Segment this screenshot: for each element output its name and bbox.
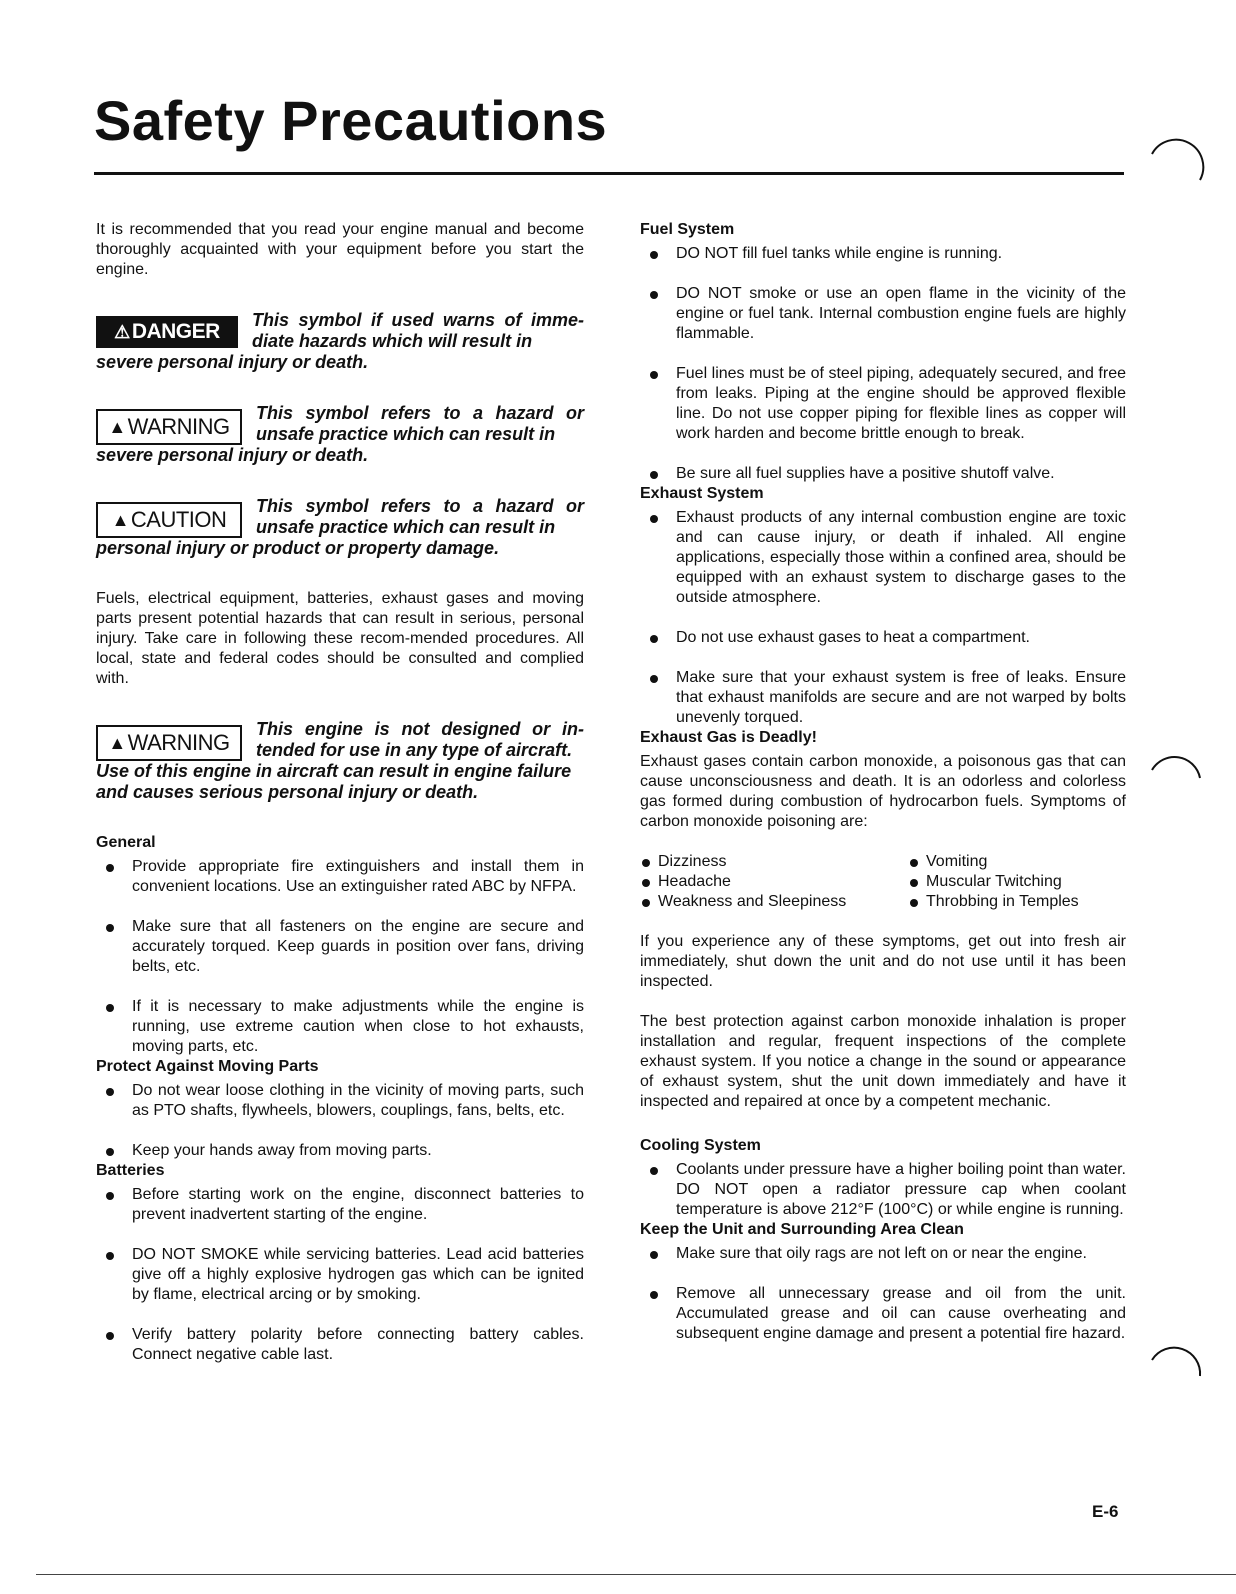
list-item: Make sure that oily rags are not left on or near the engine.	[640, 1244, 1126, 1264]
symptom-item: Weakness and Sleepiness	[640, 892, 908, 912]
warning-badge	[96, 409, 242, 445]
right-column	[640, 220, 1126, 1344]
left-column	[96, 220, 584, 1365]
danger-description: This symbol if used warns of imme-diate hazards which will result in	[252, 310, 584, 351]
danger-badge	[96, 316, 238, 348]
warning-description: This symbol refers to a hazard or unsafe practice which can result in	[256, 403, 584, 444]
exhaust-deadly-paragraph: Exhaust gases contain carbon monoxide, a poisonous gas that can cause unconsciousness and death. It is an odorless and colorless gas formed during combustion of hydrocarbon fuels. Symptoms of carbon monoxide poisoning are:	[640, 753, 1126, 830]
bottom-rule	[36, 1574, 1236, 1575]
list-item: Remove all unnecessary grease and oil from the unit. Accumulated grease and oil can cause overheating and subsequent engine damage and present a potential fire hazard.	[640, 1284, 1126, 1344]
batteries-heading: Batteries	[96, 1162, 165, 1179]
list-item: Be sure all fuel supplies have a positive shutoff valve.	[640, 464, 1126, 484]
warning-triangle-icon: ▲	[108, 733, 126, 753]
warning-badge-label: WARNING	[127, 414, 230, 439]
symptoms-list	[640, 852, 1126, 912]
keep-clean-list	[640, 1244, 1126, 1344]
aircraft-warning-badge-label: WARNING	[127, 730, 230, 755]
list-item: Provide appropriate fire extinguishers and install them in convenient locations. Use an extinguisher rated ABC by NFPA.	[96, 857, 584, 897]
list-item: Coolants under pressure have a higher boiling point than water. DO NOT open a radiator pressure cap when coolant temperature is above 212°F (100°C) or while engine is running.	[640, 1160, 1126, 1220]
warning-symbol-block	[96, 403, 584, 466]
list-item: DO NOT SMOKE while servicing batteries. Lead acid batteries give off a highly explosive hydrogen gas which can be ignited by flame, electrical arcing or by smoking.	[96, 1245, 584, 1305]
moving-parts-heading: Protect Against Moving Parts	[96, 1058, 319, 1075]
list-item: Fuel lines must be of steel piping, adequately secured, and free from leaks. Piping at the engine should be approved flexible line. Do not use copper piping for flexible lines as copper will work harden and become brittle enough to break.	[640, 364, 1126, 444]
caution-symbol-block	[96, 496, 584, 559]
symptoms-action-paragraph: If you experience any of these symptoms, get out into fresh air immediately, shut down the unit and do not use until it has been inspected.	[640, 933, 1126, 990]
danger-badge-label: DANGER	[131, 320, 220, 343]
exhaust-deadly-heading: Exhaust Gas is Deadly!	[640, 729, 817, 746]
caution-badge	[96, 502, 242, 538]
danger-description-end: severe personal injury or death.	[96, 352, 369, 372]
fuel-system-heading: Fuel System	[640, 221, 735, 238]
list-item: Exhaust products of any internal combustion engine are toxic and can cause injury, or death if inhaled. All engine applications, especially those within a confined area, should be equipped with an exhaust system to discharge gases to the outside atmosphere.	[640, 508, 1126, 608]
list-item: Make sure that your exhaust system is free of leaks. Ensure that exhaust manifolds are secure and are not warped by bolts unevenly torqued.	[640, 668, 1126, 728]
intro-paragraph: It is recommended that you read your engine manual and become thoroughly acquainted with your equipment before you start the engine.	[96, 221, 584, 278]
symptom-item: Muscular Twitching	[908, 872, 1079, 892]
exhaust-system-heading: Exhaust System	[640, 485, 764, 502]
symptom-item: Vomiting	[908, 852, 1079, 872]
list-item: DO NOT smoke or use an open flame in the vicinity of the engine or fuel tank. Internal combustion engine fuels are highly flammable.	[640, 284, 1126, 344]
caution-description: This symbol refers to a hazard or unsafe practice which can result in	[256, 496, 584, 537]
fuel-system-list	[640, 244, 1126, 484]
title-rule	[94, 172, 1124, 175]
keep-clean-heading: Keep the Unit and Surrounding Area Clean	[640, 1221, 964, 1238]
binder-hole-middle	[1150, 742, 1206, 798]
list-item: Do not wear loose clothing in the vicinity of moving parts, such as PTO shafts, flywheels, blowers, couplings, fans, belts, etc.	[96, 1081, 584, 1121]
aircraft-warning-description: This engine is not designed or in-tended for use in any type of aircraft.	[256, 719, 584, 760]
page-title: Safety Precautions	[94, 89, 608, 152]
list-item: Make sure that all fasteners on the engine are secure and accurately torqued. Keep guards in position over fans, driving belts, etc.	[96, 917, 584, 977]
aircraft-warning-description-end: Use of this engine in aircraft can result in engine failure and causes serious personal injury or death.	[96, 761, 572, 802]
symptoms-column-2	[908, 852, 1079, 912]
binder-hole-bottom	[1150, 1340, 1206, 1396]
moving-parts-list	[96, 1081, 584, 1161]
protection-paragraph: The best protection against carbon monoxide inhalation is proper installation and regular, frequent inspections of the complete exhaust system. If you notice a change in the sound or appearance of exhaust system, shut the unit down immediately and have it inspected and repaired at once by a competent mechanic.	[640, 1013, 1126, 1110]
caution-description-end: personal injury or product or property damage.	[96, 538, 500, 558]
warning-triangle-icon: ⚠	[114, 322, 130, 342]
symptom-item: Headache	[640, 872, 908, 892]
list-item: Do not use exhaust gases to heat a compartment.	[640, 628, 1126, 648]
symptom-item: Throbbing in Temples	[908, 892, 1079, 912]
exhaust-system-list	[640, 508, 1126, 728]
aircraft-warning-block	[96, 719, 584, 803]
batteries-list	[96, 1185, 584, 1365]
general-list	[96, 857, 584, 1057]
symptom-item: Dizziness	[640, 852, 908, 872]
list-item: Before starting work on the engine, disconnect batteries to prevent inadvertent starting of the engine.	[96, 1185, 584, 1225]
symptoms-column-1	[640, 852, 908, 912]
list-item: Keep your hands away from moving parts.	[96, 1141, 584, 1161]
list-item: DO NOT fill fuel tanks while engine is running.	[640, 244, 1126, 264]
list-item: Verify battery polarity before connecting battery cables. Connect negative cable last.	[96, 1325, 584, 1365]
binder-hole-top	[1150, 134, 1206, 190]
caution-badge-label: CAUTION	[130, 507, 227, 532]
warning-triangle-icon: ▲	[108, 417, 126, 437]
hazards-paragraph: Fuels, electrical equipment, batteries, exhaust gases and moving parts present potential hazards that can result in serious, personal injury. Take care in following these recom-mended procedures. All local, state and federal codes should be consulted and complied with.	[96, 590, 584, 687]
danger-symbol-block	[96, 310, 584, 373]
warning-triangle-icon: ▲	[111, 510, 129, 530]
cooling-system-list	[640, 1160, 1126, 1220]
general-heading: General	[96, 834, 156, 851]
aircraft-warning-badge	[96, 725, 242, 761]
warning-description-end: severe personal injury or death.	[96, 445, 369, 465]
page-number: E-6	[1092, 1502, 1119, 1521]
cooling-system-heading: Cooling System	[640, 1137, 761, 1154]
list-item: If it is necessary to make adjustments while the engine is running, use extreme caution when close to hot exhausts, moving parts, etc.	[96, 997, 584, 1057]
